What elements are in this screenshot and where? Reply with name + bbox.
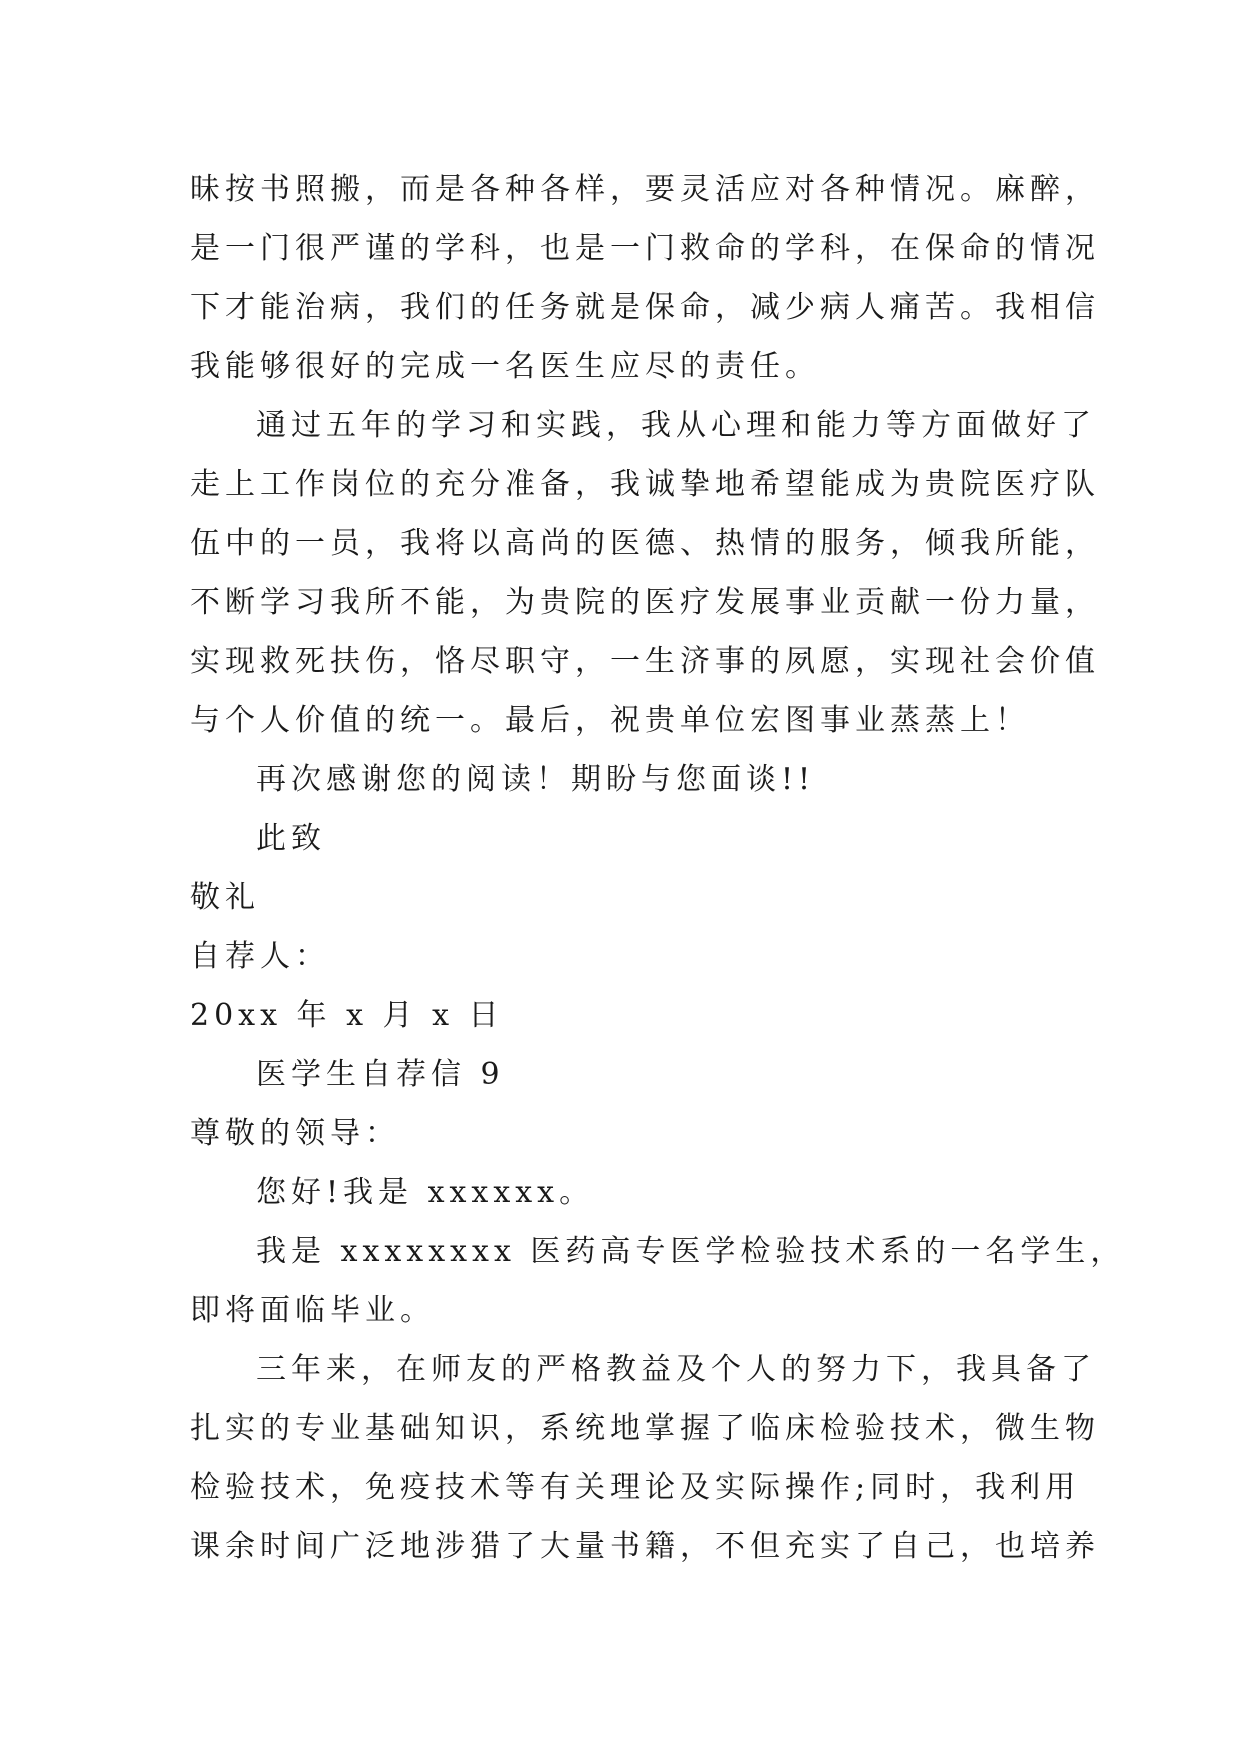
text-line: 敬礼 [190,880,260,915]
text-line: 是一门很严谨的学科，也是一门救命的学科，在保命的情况 [190,231,1100,266]
text-line: 通过五年的学习和实践，我从心理和能力等方面做好了 [256,408,1096,443]
text-line: 下才能治病，我们的任务就是保命，减少病人痛苦。我相信 [190,290,1100,325]
text-line: 实现救死扶伤，恪尽职守，一生济事的夙愿，实现社会价值 [190,644,1100,679]
text-line: 再次感谢您的阅读！期盼与您面谈!! [256,762,816,797]
text-line: 20xx 年 x 月 x 日 [190,998,504,1033]
document-page [190,160,1126,1576]
text-line: 医学生自荐信 9 [256,1057,505,1092]
text-line: 检验技术，免疫技术等有关理论及实际操作;同时，我利用 [190,1470,1081,1505]
text-line: 昧按书照搬，而是各种各样，要灵活应对各种情况。麻醉， [190,172,1100,207]
text-line: 走上工作岗位的充分准备，我诚挚地希望能成为贵院医疗队 [190,467,1100,502]
text-line: 自荐人： [190,939,330,974]
text-line: 此致 [256,821,326,856]
text-line: 课余时间广泛地涉猎了大量书籍，不但充实了自己，也培养 [190,1529,1100,1564]
text-line: 我能够很好的完成一名医生应尽的责任。 [190,349,820,384]
text-line: 我是 xxxxxxxx 医药高专医学检验技术系的一名学生， [256,1234,1126,1269]
text-line: 不断学习我所不能，为贵院的医疗发展事业贡献一份力量， [190,585,1100,620]
text-line: 伍中的一员，我将以高尚的医德、热情的服务，倾我所能， [190,526,1100,561]
text-line: 与个人价值的统一。最后，祝贵单位宏图事业蒸蒸上！ [190,703,1030,738]
text-line: 扎实的专业基础知识，系统地掌握了临床检验技术，微生物 [190,1411,1100,1446]
text-line: 三年来，在师友的严格教益及个人的努力下，我具备了 [256,1352,1096,1387]
text-line: 您好!我是 xxxxxx。 [256,1175,595,1210]
text-line: 尊敬的领导： [190,1116,400,1151]
text-line: 即将面临毕业。 [190,1293,435,1328]
